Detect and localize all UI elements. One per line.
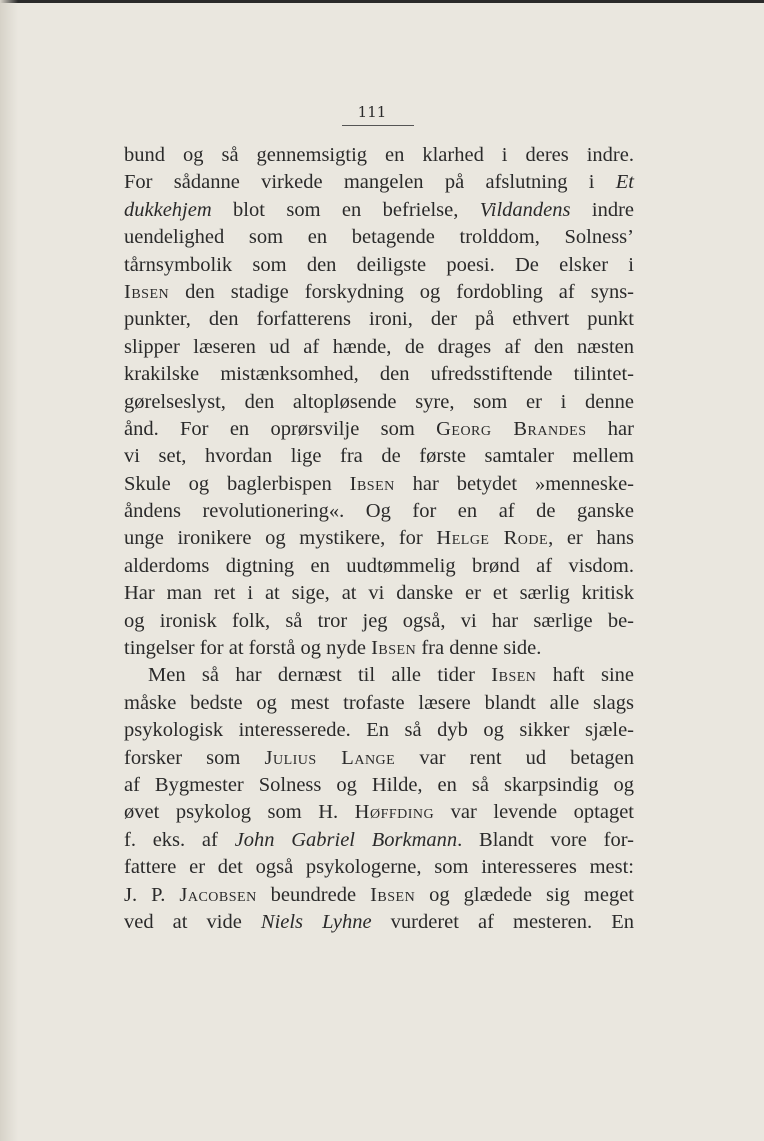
top-border-rule: [0, 0, 764, 3]
text-segment: tingelser for at forstå og nyde: [124, 637, 372, 660]
text-segment: indre: [570, 198, 635, 221]
text-segment: har: [586, 417, 634, 440]
text-line: [124, 498, 634, 525]
small-caps-name: Høffding: [354, 801, 435, 824]
small-caps-name: Ibsen: [491, 664, 537, 687]
text-segment: den stadige forskydning og fordobling af syns-: [169, 280, 634, 303]
text-segment: fra denne side.: [416, 637, 542, 660]
text-segment: uendelighed som en betagende trolddom, Solness’: [124, 226, 634, 249]
small-caps-name: Jacobsen: [179, 883, 257, 906]
small-caps-name: Ibsen: [124, 280, 170, 303]
text-line: [124, 827, 634, 854]
text-line: [124, 197, 634, 224]
text-line: [124, 854, 634, 881]
text-line: [124, 745, 634, 772]
page-number: 111: [357, 103, 387, 121]
italic-title: Vildandens: [479, 198, 571, 221]
italic-title: dukkehjem: [124, 198, 212, 221]
text-segment: vi set, hvordan lige fra de første samtaler mellem: [124, 445, 634, 468]
body-text: [124, 142, 634, 936]
text-line: [124, 580, 634, 607]
text-segment: fattere er det også psykologerne, som interesseres mest:: [124, 856, 634, 879]
text-segment: . Blandt vore for-: [457, 828, 634, 851]
text-line: [124, 525, 634, 552]
text-line: [124, 443, 634, 470]
italic-title: John Gabriel Borkmann: [234, 828, 458, 851]
text-segment: alderdoms digtning en uudtømmelig brønd af visdom.: [124, 554, 634, 577]
text-segment: vurderet af mesteren. En: [371, 910, 634, 933]
small-caps-name: Helge Rode: [436, 527, 549, 550]
small-caps-name: Ibsen: [371, 637, 417, 660]
text-segment: psykologisk interesserede. En så dyb og sikker sjæle-: [124, 719, 634, 742]
text-line: [124, 142, 634, 169]
text-line: [124, 306, 634, 333]
text-line: [124, 416, 634, 443]
italic-title: Niels Lyhne: [260, 910, 372, 933]
text-line: [124, 389, 634, 416]
text-segment: øvet psykolog som H.: [124, 801, 355, 824]
text-segment: beundrede: [256, 883, 371, 906]
text-line: [124, 169, 634, 196]
small-caps-name: Ibsen: [370, 883, 416, 906]
small-caps-name: Julius Lange: [264, 746, 396, 769]
text-line: [124, 909, 634, 936]
text-segment: tårnsymbolik som den deiligste poesi. De elsker i: [124, 253, 634, 276]
text-segment: punkter, den forfatterens ironi, der på ethvert punkt: [124, 308, 634, 331]
text-line: [124, 361, 634, 388]
text-segment: af Bygmester Solness og Hilde, en så skarpsindig og: [124, 773, 634, 796]
text-segment: haft sine: [536, 664, 634, 687]
text-segment: var rent ud betagen: [395, 746, 634, 769]
small-caps-name: Georg Brandes: [436, 417, 587, 440]
text-line: [124, 471, 634, 498]
text-segment: Men så har dernæst til alle tider: [148, 664, 492, 687]
text-segment: åndens revolutionering«. Og for en af de ganske: [124, 500, 634, 523]
text-segment: Har man ret i at sige, at vi danske er et særlig kritisk: [124, 582, 634, 605]
text-segment: forsker som: [124, 746, 265, 769]
text-segment: J. P.: [124, 883, 180, 906]
text-line: [124, 553, 634, 580]
text-line: [124, 799, 634, 826]
text-segment: slipper læseren ud af hænde, de drages af den næsten: [124, 335, 634, 358]
text-segment: bund og så gennemsigtig en klarhed i deres indre.: [124, 144, 634, 166]
text-segment: har betydet »menneske-: [394, 472, 634, 495]
text-segment: måske bedste og mest trofaste læsere blandt alle slags: [124, 691, 634, 714]
italic-title: Et: [615, 171, 634, 194]
text-segment: For sådanne virkede mangelen på afslutning i: [124, 171, 616, 194]
text-line: [124, 882, 634, 909]
text-segment: blot som en befrielse,: [211, 198, 480, 221]
text-segment: var levende optaget: [434, 801, 634, 824]
text-segment: gørelseslyst, den altopløsende syre, som er i denne: [124, 390, 634, 413]
text-line: [124, 635, 634, 662]
text-segment: ved at vide: [124, 910, 261, 933]
text-segment: , er hans: [548, 527, 634, 550]
text-segment: unge ironikere og mystikere, for: [124, 527, 437, 550]
text-line: [124, 279, 634, 306]
page-number-rule: [342, 125, 414, 126]
text-segment: og glædede sig meget: [415, 883, 635, 906]
text-line: [124, 662, 634, 689]
small-caps-name: Ibsen: [349, 472, 395, 495]
text-line: [124, 690, 634, 717]
text-segment: og ironisk folk, så tror jeg også, vi har særlige be-: [124, 609, 634, 632]
text-segment: Skule og baglerbispen: [124, 472, 350, 495]
text-line: [124, 334, 634, 361]
text-line: [124, 772, 634, 799]
text-line: [124, 717, 634, 744]
text-line: [124, 608, 634, 635]
text-line: [124, 224, 634, 251]
text-segment: ånd. For en oprørsvilje som: [124, 417, 437, 440]
binding-edge-shadow: [0, 0, 18, 1141]
text-segment: krakilske mistænksomhed, den ufredsstiftende tilintet-: [124, 363, 634, 386]
text-line: [124, 252, 634, 279]
text-segment: f. eks. af: [124, 828, 235, 851]
